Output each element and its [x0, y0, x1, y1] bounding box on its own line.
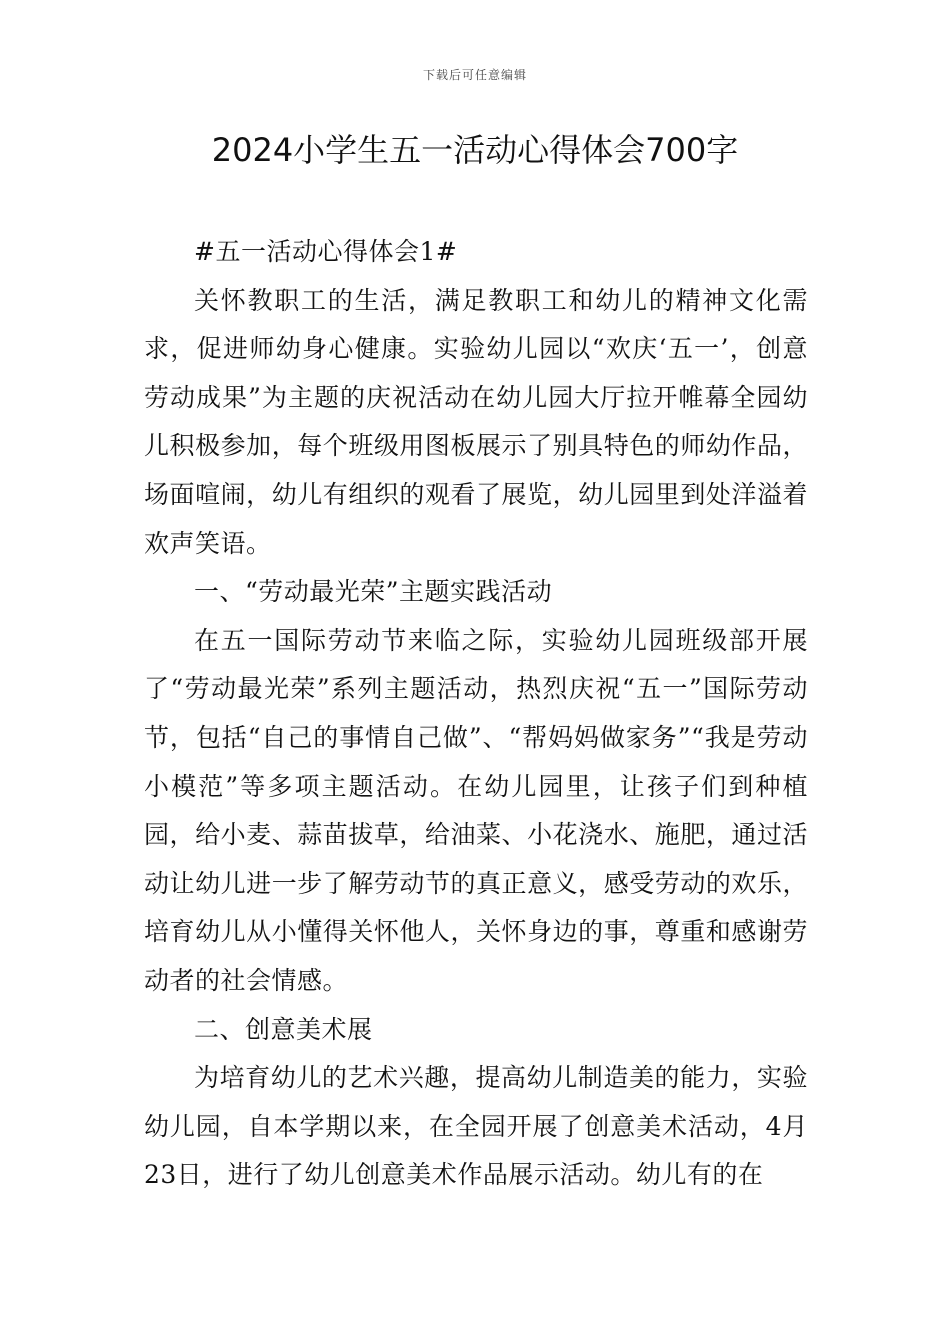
paragraph-body-2: 为培育幼儿的艺术兴趣，提高幼儿制造美的能力，实验幼儿园，自本学期以来，在全园开展了创意美术活动，4月23日，进行了幼儿创意美术作品展示活动。幼儿有的在 [144, 1063, 808, 1190]
page-title: 2024小学生五一活动心得体会700字 [211, 131, 739, 169]
paragraph-section-heading: #五一活动心得体会1# [194, 237, 458, 266]
paragraph-heading-1: 一、“劳动最光荣”主题实践活动 [194, 577, 553, 607]
document-body [144, 228, 808, 1200]
header-note: 下载后可任意编辑 [422, 68, 527, 82]
paragraph-body-1: 在五一国际劳动节来临之际，实验幼儿园班级部开展了“劳动最光荣”系列主题活动，热烈庆祝“五一”国际劳动节，包括“自己的事情自己做”、“帮妈妈做家务”“我是劳动小模范”等多项主题活动。在幼儿园里，让孩子们到种植园，给小麦、蒜苗拔草，给油菜、小花浇水、施肥，通过活动让幼儿进一步了解劳动节的真正意义，感受劳动的欢乐，培育幼儿从小懂得关怀他人，关怀身边的事，尊重和感谢劳动者的社会情感。 [144, 625, 808, 995]
paragraph-intro: 关怀教职工的生活，满足教职工和幼儿的精神文化需求，促进师幼身心健康。实验幼儿园以“欢庆‘五一’，创意劳动成果”为主题的庆祝活动在幼儿园大厅拉开帷幕全园幼儿积极参加，每个班级用图板展示了别具特色的师幼作品，场面喧闹，幼儿有组织的观看了展览，幼儿园里到处洋溢着欢声笑语。 [144, 285, 808, 558]
paragraph-heading-2: 二、创意美术展 [194, 1014, 373, 1044]
